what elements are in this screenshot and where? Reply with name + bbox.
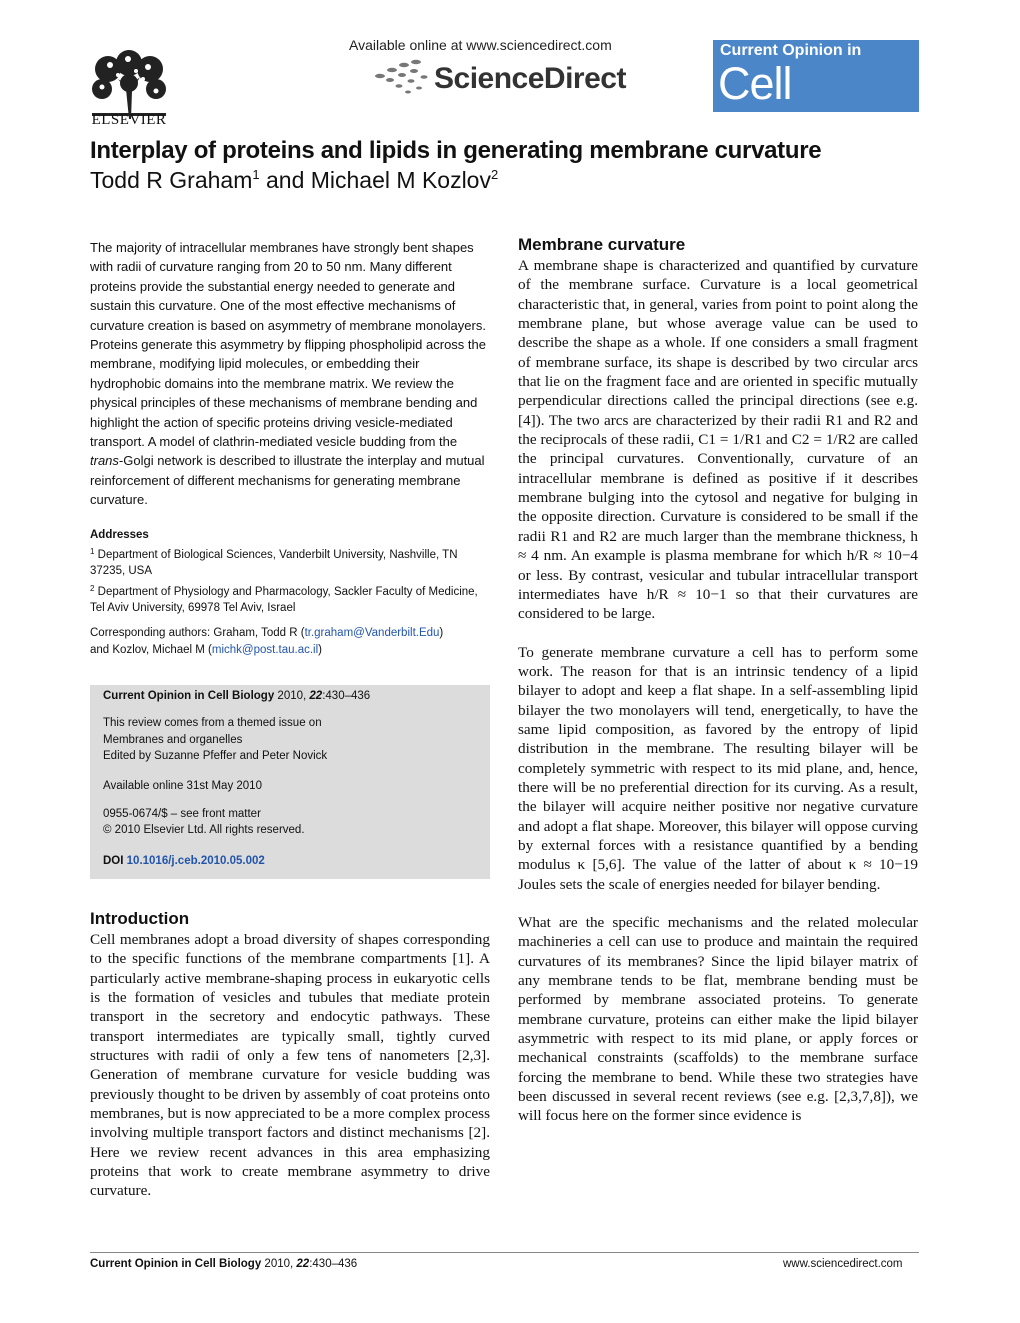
infobox-theme-2: Membranes and organelles bbox=[103, 734, 243, 746]
article-info-box bbox=[90, 685, 490, 879]
corresponding-mid: ) bbox=[439, 627, 444, 639]
infobox-available: Available online 31st May 2010 bbox=[103, 780, 262, 792]
infobox-citation bbox=[103, 688, 370, 705]
membrane-curvature-body bbox=[518, 256, 918, 1145]
journal-logo-line1: Current Opinion in bbox=[720, 42, 862, 59]
corresponding-line-1 bbox=[90, 625, 490, 642]
footer-citation bbox=[90, 1258, 357, 1270]
footer-year: 2010, bbox=[261, 1258, 297, 1270]
doi-link[interactable]: 10.1016/j.ceb.2010.05.002 bbox=[126, 855, 265, 867]
infobox-volume: 22 bbox=[309, 690, 323, 702]
publisher-name: ELSEVIER bbox=[91, 112, 167, 128]
addresses bbox=[90, 544, 490, 618]
author-1-affiliation: 1 bbox=[252, 167, 260, 182]
footer-volume: 22 bbox=[296, 1258, 310, 1270]
address-1-text: Department of Biological Sciences, Vanderbilt University, Nashville, TN 37235, USA bbox=[90, 549, 458, 577]
doi-label: DOI bbox=[103, 855, 124, 867]
infobox-journal: Current Opinion in Cell Biology bbox=[103, 690, 275, 702]
membrane-curvature-heading: Membrane curvature bbox=[518, 235, 686, 254]
corresponding-lead-2: and Kozlov, Michael M ( bbox=[90, 644, 212, 656]
infobox-editors: Edited by Suzanne Pfeffer and Peter Novick bbox=[103, 750, 328, 762]
available-online-text[interactable]: Available online at www.sciencedirect.com bbox=[349, 37, 612, 53]
address-2-text: Department of Physiology and Pharmacology, Sackler Faculty of Medicine, Tel Aviv University, 69978 Tel Aviv, Israel bbox=[90, 586, 478, 614]
journal-logo bbox=[713, 40, 919, 157]
infobox-year: 2010, bbox=[274, 690, 310, 702]
addresses-heading: Addresses bbox=[90, 529, 149, 541]
address-2 bbox=[90, 581, 490, 616]
sciencedirect-logo: ScienceDirect bbox=[434, 62, 626, 95]
footer-url[interactable]: www.sciencedirect.com bbox=[783, 1258, 903, 1270]
infobox-pages: :430–436 bbox=[322, 690, 371, 702]
paragraph-1: A membrane shape is characterized and quantified by curvature of the membrane surface. Curvature is a local geometrical characteristic that, in general, varies from point to point along the membrane plane, but whose average value can be used to describe the shape as a whole. If one considers a small fragment of membrane surface, its shape is described by two circular arcs that lie on the fragment face and are oriented in specific mutually perpendicular directions called the principal directions (see e.g. [4]). The two arcs are characterized by their radii R1 and R2 and the reciprocals of these radii, C1 = 1/R1 and C2 = 1/R2 are called the principal curvatures. Conventionally, curvature of an intracellular membrane is defined as positive if it describes membrane bulging into the cytosol and negative for bulging in the opposite direction. Curvature is considered to be small if the radii R1 and R2 are much larger than the membrane thickness, h ≈ 4 nm. An example is plasma membrane for which h/R ≈ 10−4 or less. By contrast, vesicular and tubular intracellular transport intermediates have h/R ≈ 10−1 so that their curvatures are considered to be large. bbox=[518, 257, 918, 623]
address-2-marker: 2 bbox=[90, 584, 95, 593]
address-1-marker: 1 bbox=[90, 547, 95, 556]
corresponding-authors bbox=[90, 625, 490, 659]
author-1: Todd R Graham bbox=[90, 167, 253, 193]
sciencedirect-dots-icon bbox=[372, 58, 432, 100]
infobox-doi bbox=[103, 853, 265, 870]
infobox-theme-1: This review comes from a themed issue on bbox=[103, 717, 322, 729]
infobox-issn: 0955-0674/$ – see front matter bbox=[103, 808, 261, 820]
article-title: Interplay of proteins and lipids in generating membrane curvature bbox=[90, 137, 822, 164]
paragraph-3: What are the specific mechanisms and the related molecular machineries a cell can use to produce and maintain the required curvatures of its membranes? Since the lipid bilayer matrix of any membrane tends to be flat, membrane bending must be performed by membrane associated proteins. To generate membrane curvature, proteins can either make the lipid bilayer asymmetric with respect to its mid plane, or apply forces or mechanical constraints (scaffolds) to the membrane surface forcing the membrane to bend. While these two strategies have been discussed in several recent reviews (see e.g. [2,3,7,8]), we will focus here on the former since evidence is bbox=[518, 914, 918, 1125]
introduction-text: Cell membranes adopt a broad diversity of shapes corresponding to the specific functions of the membrane compartments [1]. A particularly active membrane-shaping process in eukaryotic cells is the formation of vesicles and tubules that mediate protein transport in the secretory and endocytic pathways. These transport intermediates are typically small, tightly curved structures with radii of only a few tens of nanometers [2,3]. Generation of membrane curvature for vesicle budding was previously thought to be driven by assembly of coat proteins onto membranes, but is now appreciated to be a more complex process involving multiple transport factors and distinct mechanisms [2]. Here we review recent advances in this area emphasizing proteins that work to create membrane asymmetry to drive curvature. bbox=[90, 931, 490, 1200]
abstract-text-b: -Golgi network is described to illustrate the interplay and mutual reinforcement of different mechanisms for generating membrane curvature. bbox=[90, 453, 485, 508]
abstract-italic: trans bbox=[90, 453, 119, 469]
email-link-graham[interactable]: tr.graham@Vanderbilt.Edu bbox=[304, 627, 440, 639]
footer-journal: Current Opinion in Cell Biology bbox=[90, 1258, 262, 1270]
author-2: and Michael M Kozlov bbox=[259, 167, 491, 193]
corresponding-lead: Corresponding authors: Graham, Todd R ( bbox=[90, 627, 305, 639]
infobox-copyright: © 2010 Elsevier Ltd. All rights reserved. bbox=[103, 824, 305, 836]
footer-divider bbox=[90, 1252, 919, 1253]
footer-pages: :430–436 bbox=[309, 1258, 358, 1270]
corresponding-line-2 bbox=[90, 642, 490, 659]
introduction-heading: Introduction bbox=[90, 909, 190, 928]
abstract bbox=[90, 238, 486, 510]
journal-logo-line2: Cell Biology bbox=[718, 58, 859, 157]
email-link-kozlov[interactable]: michk@post.tau.ac.il bbox=[211, 644, 319, 656]
address-1 bbox=[90, 544, 490, 579]
abstract-text-a: The majority of intracellular membranes have strongly bent shapes with radii of curvature ranging from 20 to 50 nm. Many different proteins provide the substantial energy needed to generate and sustain this curvature. One of the most effective mechanisms of curvature creation is based on asymmetry of membrane monolayers. Proteins generate this asymmetry by flipping phospholipid across the membrane, modifying lipid molecules, or embedding their hydrophobic domains into the membrane matrix. We review the physical principles of these mechanisms of membrane bending and highlight the action of specific proteins driving vesicle-mediated transport. A model of clathrin-mediated vesicle budding from the bbox=[90, 240, 486, 450]
author-list bbox=[90, 167, 498, 194]
author-2-affiliation: 2 bbox=[490, 167, 499, 182]
corresponding-end: ) bbox=[318, 644, 322, 656]
paragraph-2: To generate membrane curvature a cell has to perform some work. The reason for that is an intrinsic tendency of a lipid bilayer to adopt and keep a flat shape. In a self-assembling lipid bilayer the two monolayers will tend, energetically, to have the same lipid composition, as favored by the entropy of lipid distribution in the membrane. The resulting bilayer will be completely symmetric with respect to its mid plane, and, hence, there will be no preferential direction for its curving. As a result, the bilayer will acquire neither positive nor negative curvature and adopt a flat shape. Moreover, this bilayer will oppose curving by external forces with a resistance quantified by a bending modulus κ [5,6]. The value of the latter of about κ ≈ 10−19 Joules sets the scale of energies needed for bilayer bending. bbox=[518, 643, 918, 893]
